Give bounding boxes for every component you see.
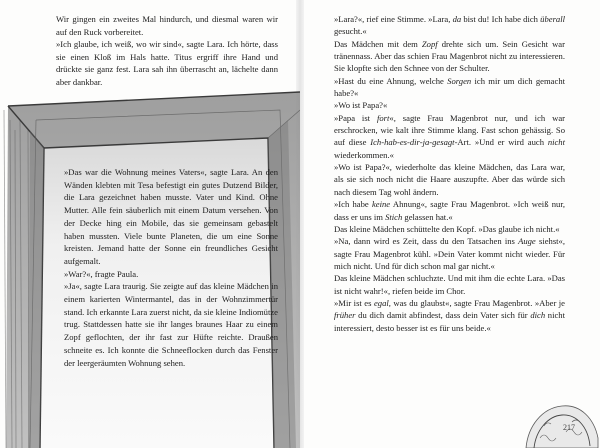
text-run: , was du glaubst«, sagte Frau Magenbrot. »Aber je [388,297,565,308]
paragraph [334,272,565,297]
text-run: »Ich habe [334,199,372,210]
right-page [302,0,600,448]
emphasis: da [452,14,462,24]
text-run: siehst«, sagte Frau Magenbrot kühl. »Dein Vater kommt nicht wieder. Für mich nicht. Und für dich schon mal gar nicht.« [334,236,565,271]
text-run: gesucht.« [334,26,367,37]
paragraph: »Das war die Wohnung meines Vaters«, sagte Lara. An den Wänden klebten mit Tesa befestigt ein gutes Dutzend Bilder, die Lara gezeichnet haben musste. Vater und Kind. Ohne Mutter. Alle fein säuberlich mit einem Datum versehen. Von der Decke hing ein Mobile, das sie gemeinsam gebastelt haben mussten. Viele bunte Planeten, die um eine Sonne kreisten. Jemand hatte der Sonne ein freundliches Gesicht aufgemalt. [64,167,278,266]
text-run: bist du! Ich habe dich [461,14,541,24]
text-run: gelassen hat.« [402,211,453,222]
paragraph [334,198,565,223]
paragraph: »Ich glaube, ich weiß, wo wir sind«, sagte Lara. Ich hörte, dass sie einen Kloß im Hals hatte. Titus ergriff ihre Hand und drückte sie ganz fest. Lara sah ihn überrascht an, lächelte dann aber dankbar. [56,39,278,87]
text-run: »Mir ist es [334,297,374,308]
right-page-text [334,13,565,334]
emphasis: Auge [518,236,536,247]
text-run: ich mir um dich gemacht habe?« [334,75,565,99]
paragraph [334,112,565,161]
page-number: 217 [563,423,575,432]
left-page [0,0,298,448]
text-run: »Na, dann wird es Zeit, dass du den Tatsachen ins [334,236,519,247]
paragraph: »War?«, fragte Paula. [64,268,139,279]
paragraph: »Ja«, sagte Lara traurig. Sie zeigte auf das kleine Mädchen in einem karierten Wintermantel, das in der Wohnzimmertür stand. Ich erkannte Lara zuerst nicht, da sie kleine Indiomütze trug. Stattdessen hatte sie ihr langes braunes Haar zu einem Zopf geflochten, der ihr fast zur Hüfte reichte. Draußen schneite es. Ich konnte die Schneeflocken durch das Fenster der leergeräumten Wohnung sehen. [64,281,278,368]
emphasis: überall [540,14,565,24]
emphasis: nicht [547,137,565,148]
paragraph [334,235,565,272]
text-run: -Art. »Und er wird auch [454,137,548,148]
text-run: du dich damit abfindest, dass dein Vater sich für [355,310,531,321]
text-run: Ahnung«, sagte Frau Magenbrot. »Ich weiß nur, dass er uns im [334,199,565,222]
paragraph [334,75,565,100]
paragraph: Wir gingen ein zweites Mal hindurch, und diesmal waren wir auf den Ruck vorbereitet. [56,14,278,37]
emphasis: früher [334,310,356,321]
text-run: drehte sich um. Sein Gesicht war tränennass. Aber das schien Frau Magenbrot nicht zu interessieren. Sie klopfte sich den Schnee von der Schulter. [334,38,565,74]
paragraph [334,38,565,75]
text-run: »Hast du eine Ahnung, welche [334,75,448,86]
text-run: «, sagte Frau Magenbrot nur, und ich war erschrocken, wie kalt ihre Stimme klang. Fast schon gehässig. So auf diese [334,112,565,148]
emphasis: fort [376,112,390,123]
text-run: Das Mädchen mit dem [334,38,422,49]
left-top-text [56,13,278,89]
text-run: »Lara?«, rief eine Stimme. »Lara, [334,14,453,24]
emphasis: Ich-hab-es-dir-ja-gesagt [370,137,455,148]
paragraph [334,223,565,235]
emphasis: Zopf [421,38,438,49]
doorway-text [64,166,278,369]
emphasis: Stich [385,211,403,222]
paragraph [334,13,565,38]
corner-ornament [520,398,600,448]
text-run: »Wo ist Papa?« [334,100,388,111]
emphasis: egal [373,297,389,308]
text-run: Das kleine Mädchen schüttelte den Kopf. »Das glaube ich nicht.« [334,223,560,234]
text-run: nicht interessiert, desto besser ist es für uns beide.« [334,310,565,333]
paragraph [334,99,565,111]
text-run: Das kleine Mädchen schluchzte. Und mit ihm die echte Lara. »Das ist nicht wahr!«, riefen beide im Chor. [334,273,565,296]
emphasis: dich [530,310,546,321]
text-run: »Wo ist Papa?«, wiederholte das kleine Mädchen, das Lara war, als sie sich noch nicht die Haare auszupfte. Aber das würde sich nach diesem Tag wohl ändern. [334,162,565,197]
paragraph [334,161,565,198]
emphasis: Sorgen [447,75,472,86]
emphasis: keine [371,199,391,210]
text-run: wiederkommen.« [334,149,394,160]
paragraph [334,297,565,334]
text-run: »Papa ist [334,112,377,123]
